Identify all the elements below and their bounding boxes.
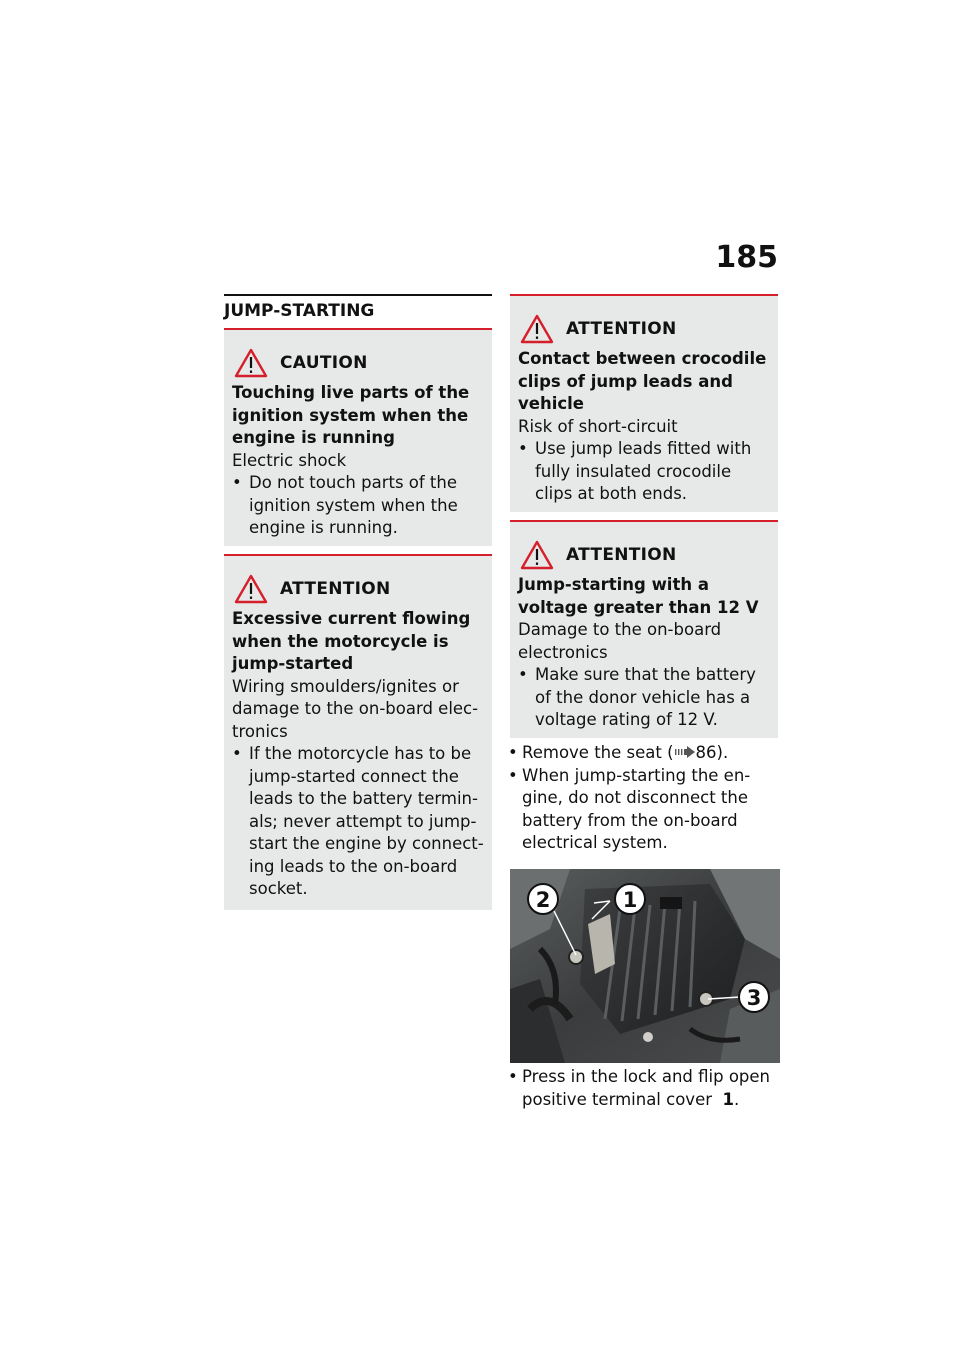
notice-action: • Use jump leads fitted with fully insulated crocodile clips at both ends. — [518, 439, 752, 503]
notice-action-text: If the motorcycle has to be jump-started connect the leads to the battery termin-als; never attempt to jump-start the engine by connect-ing leads to the on-board socket. — [249, 744, 484, 898]
notice-header — [518, 314, 770, 344]
notice-level: CAUTION — [280, 353, 368, 373]
notice-action: • Do not touch parts of the ignition system when the engine is running. — [232, 473, 458, 537]
callout-label: 2 — [535, 888, 551, 912]
notice-effect: Wiring smoulders/ignites or damage to the on-board elec-tronics — [232, 676, 479, 741]
notice-header — [232, 574, 484, 604]
attention-notice-crocodile-clips — [510, 294, 778, 512]
notice-cause: Touching live parts of the ignition system when the engine is running — [232, 383, 470, 447]
battery-photo — [510, 869, 780, 1063]
section-heading: JUMP-STARTING — [224, 294, 492, 322]
callout-label: 3 — [746, 986, 762, 1010]
notice-action-text: Use jump leads fitted with fully insulated crocodile clips at both ends. — [535, 439, 752, 503]
step-keep-battery-connected: • When jump-starting the en-gine, do not disconnect the battery from the on-board electrical system. — [508, 765, 751, 852]
callout-label: 1 — [622, 888, 638, 912]
step-text-end: ). — [716, 743, 729, 762]
notice-action-text: Do not touch parts of the ignition system when the engine is running. — [249, 473, 458, 537]
notice-cause: Excessive current flowing when the motorcycle is jump-started — [232, 609, 471, 673]
warning-triangle-icon — [234, 348, 268, 378]
attention-notice-voltage — [510, 520, 778, 738]
warning-triangle-icon — [520, 314, 554, 344]
notice-effect: Risk of short-circuit — [518, 416, 678, 436]
caution-notice-live-parts — [224, 328, 492, 546]
notice-header — [232, 348, 484, 378]
notice-effect: Damage to the on-board electronics — [518, 620, 722, 662]
step-open-terminal-cover: • Press in the lock and flip open positive terminal cover 1. — [508, 1067, 770, 1109]
page-number: 185 — [715, 240, 778, 275]
warning-triangle-icon — [520, 540, 554, 570]
attention-notice-excessive-current — [224, 554, 492, 910]
step-text: Press in the lock and flip open positive terminal cover — [522, 1067, 770, 1109]
notice-action: • If the motorcycle has to be jump-started connect the leads to the battery termin-als; never attempt to jump-start the engine by connect-ing leads to the on-board socket. — [232, 744, 484, 898]
page-reference-arrow-icon — [674, 746, 696, 758]
notice-effect: Electric shock — [232, 450, 347, 470]
step-remove-seat: • Remove the seat ( 86). — [508, 743, 729, 762]
notice-cause: Contact between crocodile clips of jump leads and vehicle — [518, 349, 767, 413]
warning-triangle-icon — [234, 574, 268, 604]
notice-level: ATTENTION — [566, 545, 677, 565]
step-text-end: . — [733, 1089, 740, 1109]
notice-action: • Make sure that the battery of the donor vehicle has a voltage rating of 12 V. — [518, 665, 756, 729]
step-text: When jump-starting the en-gine, do not disconnect the battery from the on-board electrical system. — [522, 765, 751, 852]
procedure-steps — [508, 742, 780, 855]
step-page-ref[interactable]: 86 — [695, 743, 717, 762]
notice-level: ATTENTION — [280, 579, 391, 599]
notice-action-text: Make sure that the battery of the donor vehicle has a voltage rating of 12 V. — [535, 665, 756, 729]
step-text: Remove the seat ( — [522, 743, 674, 762]
notice-level: ATTENTION — [566, 319, 677, 339]
notice-cause: Jump-starting with a voltage greater than 12 V — [518, 575, 759, 617]
step-callout-ref: 1 — [722, 1089, 734, 1109]
notice-header — [518, 540, 770, 570]
procedure-steps-continued — [508, 1066, 780, 1111]
